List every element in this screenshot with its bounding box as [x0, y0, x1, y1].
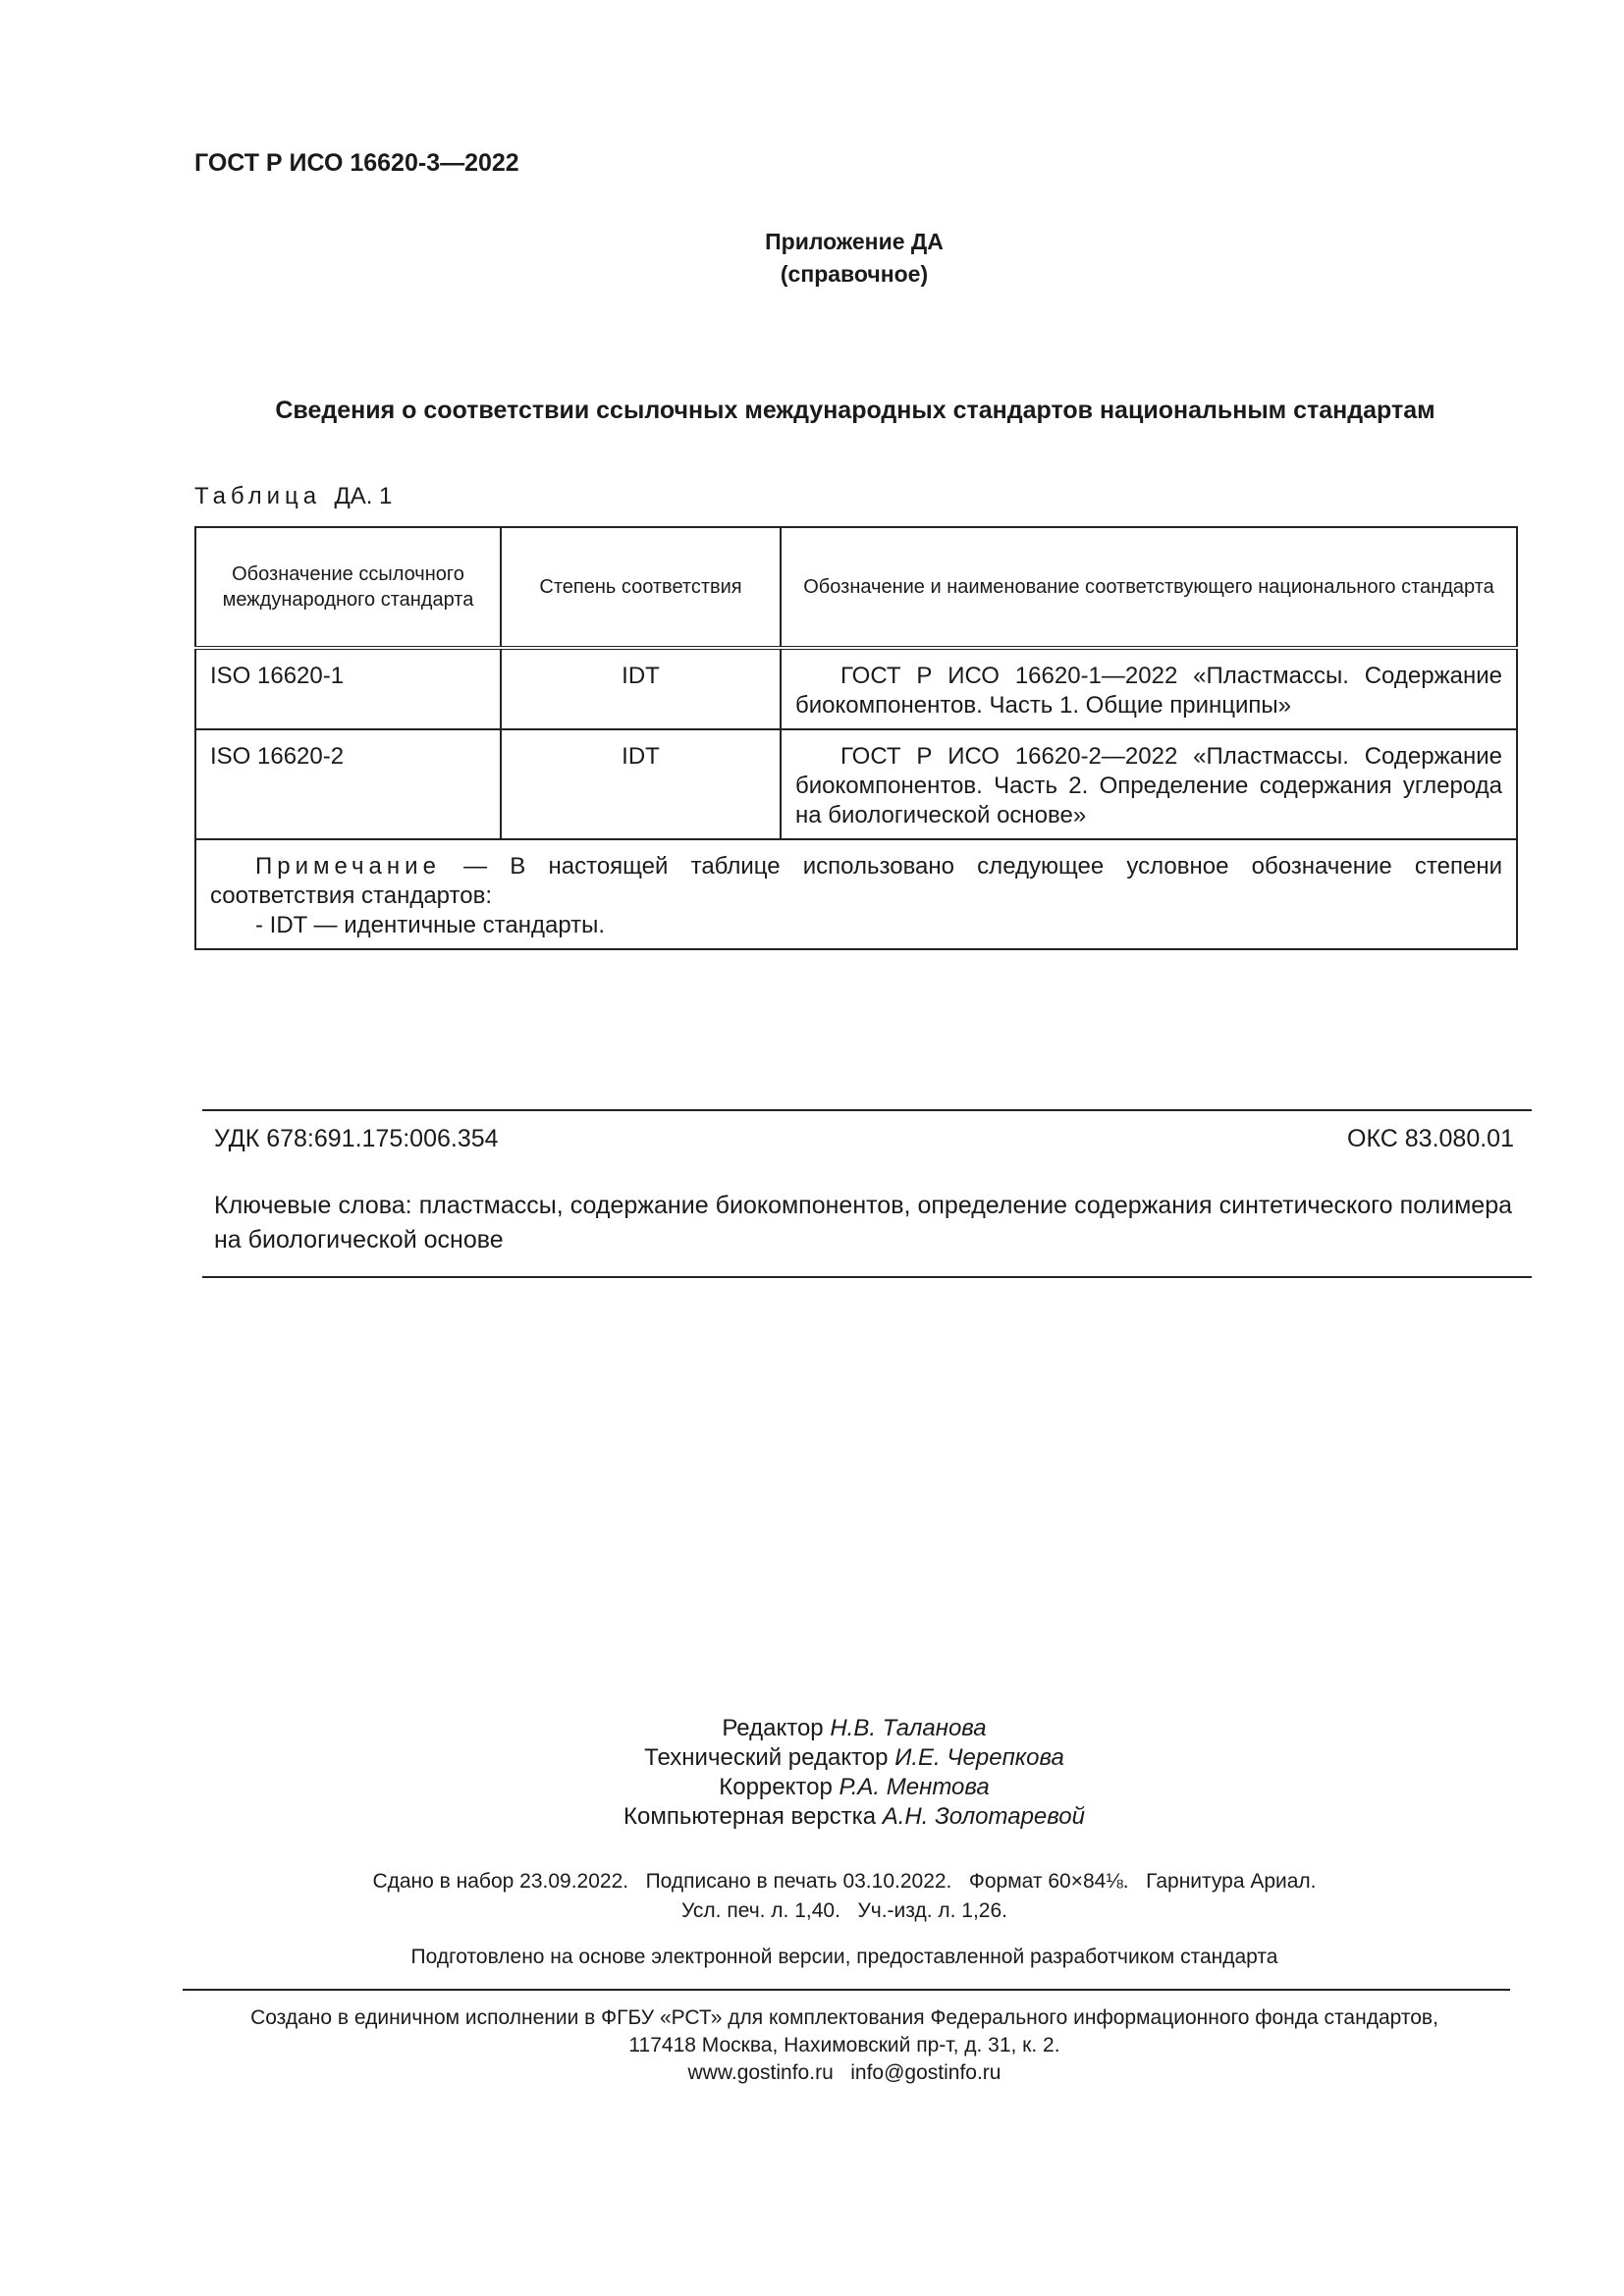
credit-editor: Редактор Н.В. Таланова	[722, 1715, 987, 1741]
print-info	[0, 1867, 1624, 1926]
created-note-line: 117418 Москва, Нахимовский пр-т, д. 31, к. 2.	[628, 2034, 1060, 2056]
column-header-degree: Степень соответствия	[501, 527, 781, 648]
divider-footer	[183, 1989, 1510, 1991]
cell-degree: IDT	[501, 729, 781, 839]
table-header-row	[195, 527, 1517, 648]
table-row	[195, 729, 1517, 839]
created-note-contacts: www.gostinfo.ru info@gostinfo.ru	[687, 2061, 1001, 2084]
created-note	[0, 2004, 1624, 2087]
note-label: Примечание	[255, 853, 441, 880]
cell-degree: IDT	[501, 648, 781, 729]
divider-bottom	[202, 1276, 1532, 1278]
annex-subtitle: (справочное)	[780, 261, 929, 287]
credits-block	[0, 1714, 1624, 1832]
divider-top	[202, 1109, 1532, 1111]
prepared-note: Подготовлено на основе электронной версии, предоставленной разработчиком стандарта	[410, 1946, 1278, 1968]
created-note-line: Создано в единичном исполнении в ФГБУ «РСТ» для комплектования Федерального информационного фонда стандартов,	[250, 2006, 1438, 2029]
section-title: Сведения о соответствии ссылочных международных стандартов национальным стандартам	[275, 397, 1435, 424]
column-header-national-standard: Обозначение и наименование соответствующего национального стандарта	[781, 527, 1517, 648]
table-caption-number: ДА. 1	[334, 483, 393, 509]
cell-national-standard: ГОСТ Р ИСО 16620-2—2022 «Пластмассы. Содержание биокомпонентов. Часть 2. Определение содержания углерода на биологической основе»	[781, 729, 1517, 839]
print-info-line: Усл. печ. л. 1,40. Уч.-изд. л. 1,26.	[680, 1899, 1007, 1922]
note-text: — В настоящей таблице использовано следующее условное обозначение степени соответствия стандартов:	[210, 853, 1502, 909]
table-caption-word: Таблица	[194, 483, 322, 509]
cell-national-standard: ГОСТ Р ИСО 16620-1—2022 «Пластмассы. Содержание биокомпонентов. Часть 1. Общие принципы»	[781, 648, 1517, 729]
document-code: ГОСТ Р ИСО 16620-3—2022	[194, 149, 519, 177]
column-header-designation: Обозначение ссылочного международного стандарта	[195, 527, 501, 648]
udk-code: УДК 678:691.175:006.354	[214, 1125, 499, 1152]
table-note-row	[195, 839, 1517, 949]
credit-tech-editor: Технический редактор И.Е. Черепкова	[644, 1744, 1064, 1771]
cell-designation: ISO 16620-2	[195, 729, 501, 839]
cell-designation: ISO 16620-1	[195, 648, 501, 729]
annex-heading	[0, 226, 1624, 291]
print-info-line: Сдано в набор 23.09.2022. Подписано в печать 03.10.2022. Формат 60×84⅛. Гарнитура Ариал.	[372, 1870, 1317, 1893]
annex-title: Приложение ДА	[765, 229, 944, 254]
keywords: Ключевые слова: пластмассы, содержание биокомпонентов, определение содержания синтетического полимера на биологической основе	[214, 1192, 1512, 1254]
oks-code: ОКС 83.080.01	[1347, 1125, 1514, 1152]
table-caption	[194, 483, 392, 510]
table-note	[195, 839, 1517, 949]
credit-layout: Компьютерная верстка А.Н. Золотаревой	[623, 1803, 1085, 1830]
correspondence-table	[194, 526, 1518, 950]
note-item: - IDT — идентичные стандарты.	[255, 912, 606, 938]
credit-corrector: Корректор Р.А. Ментова	[719, 1774, 990, 1800]
table-row	[195, 648, 1517, 729]
